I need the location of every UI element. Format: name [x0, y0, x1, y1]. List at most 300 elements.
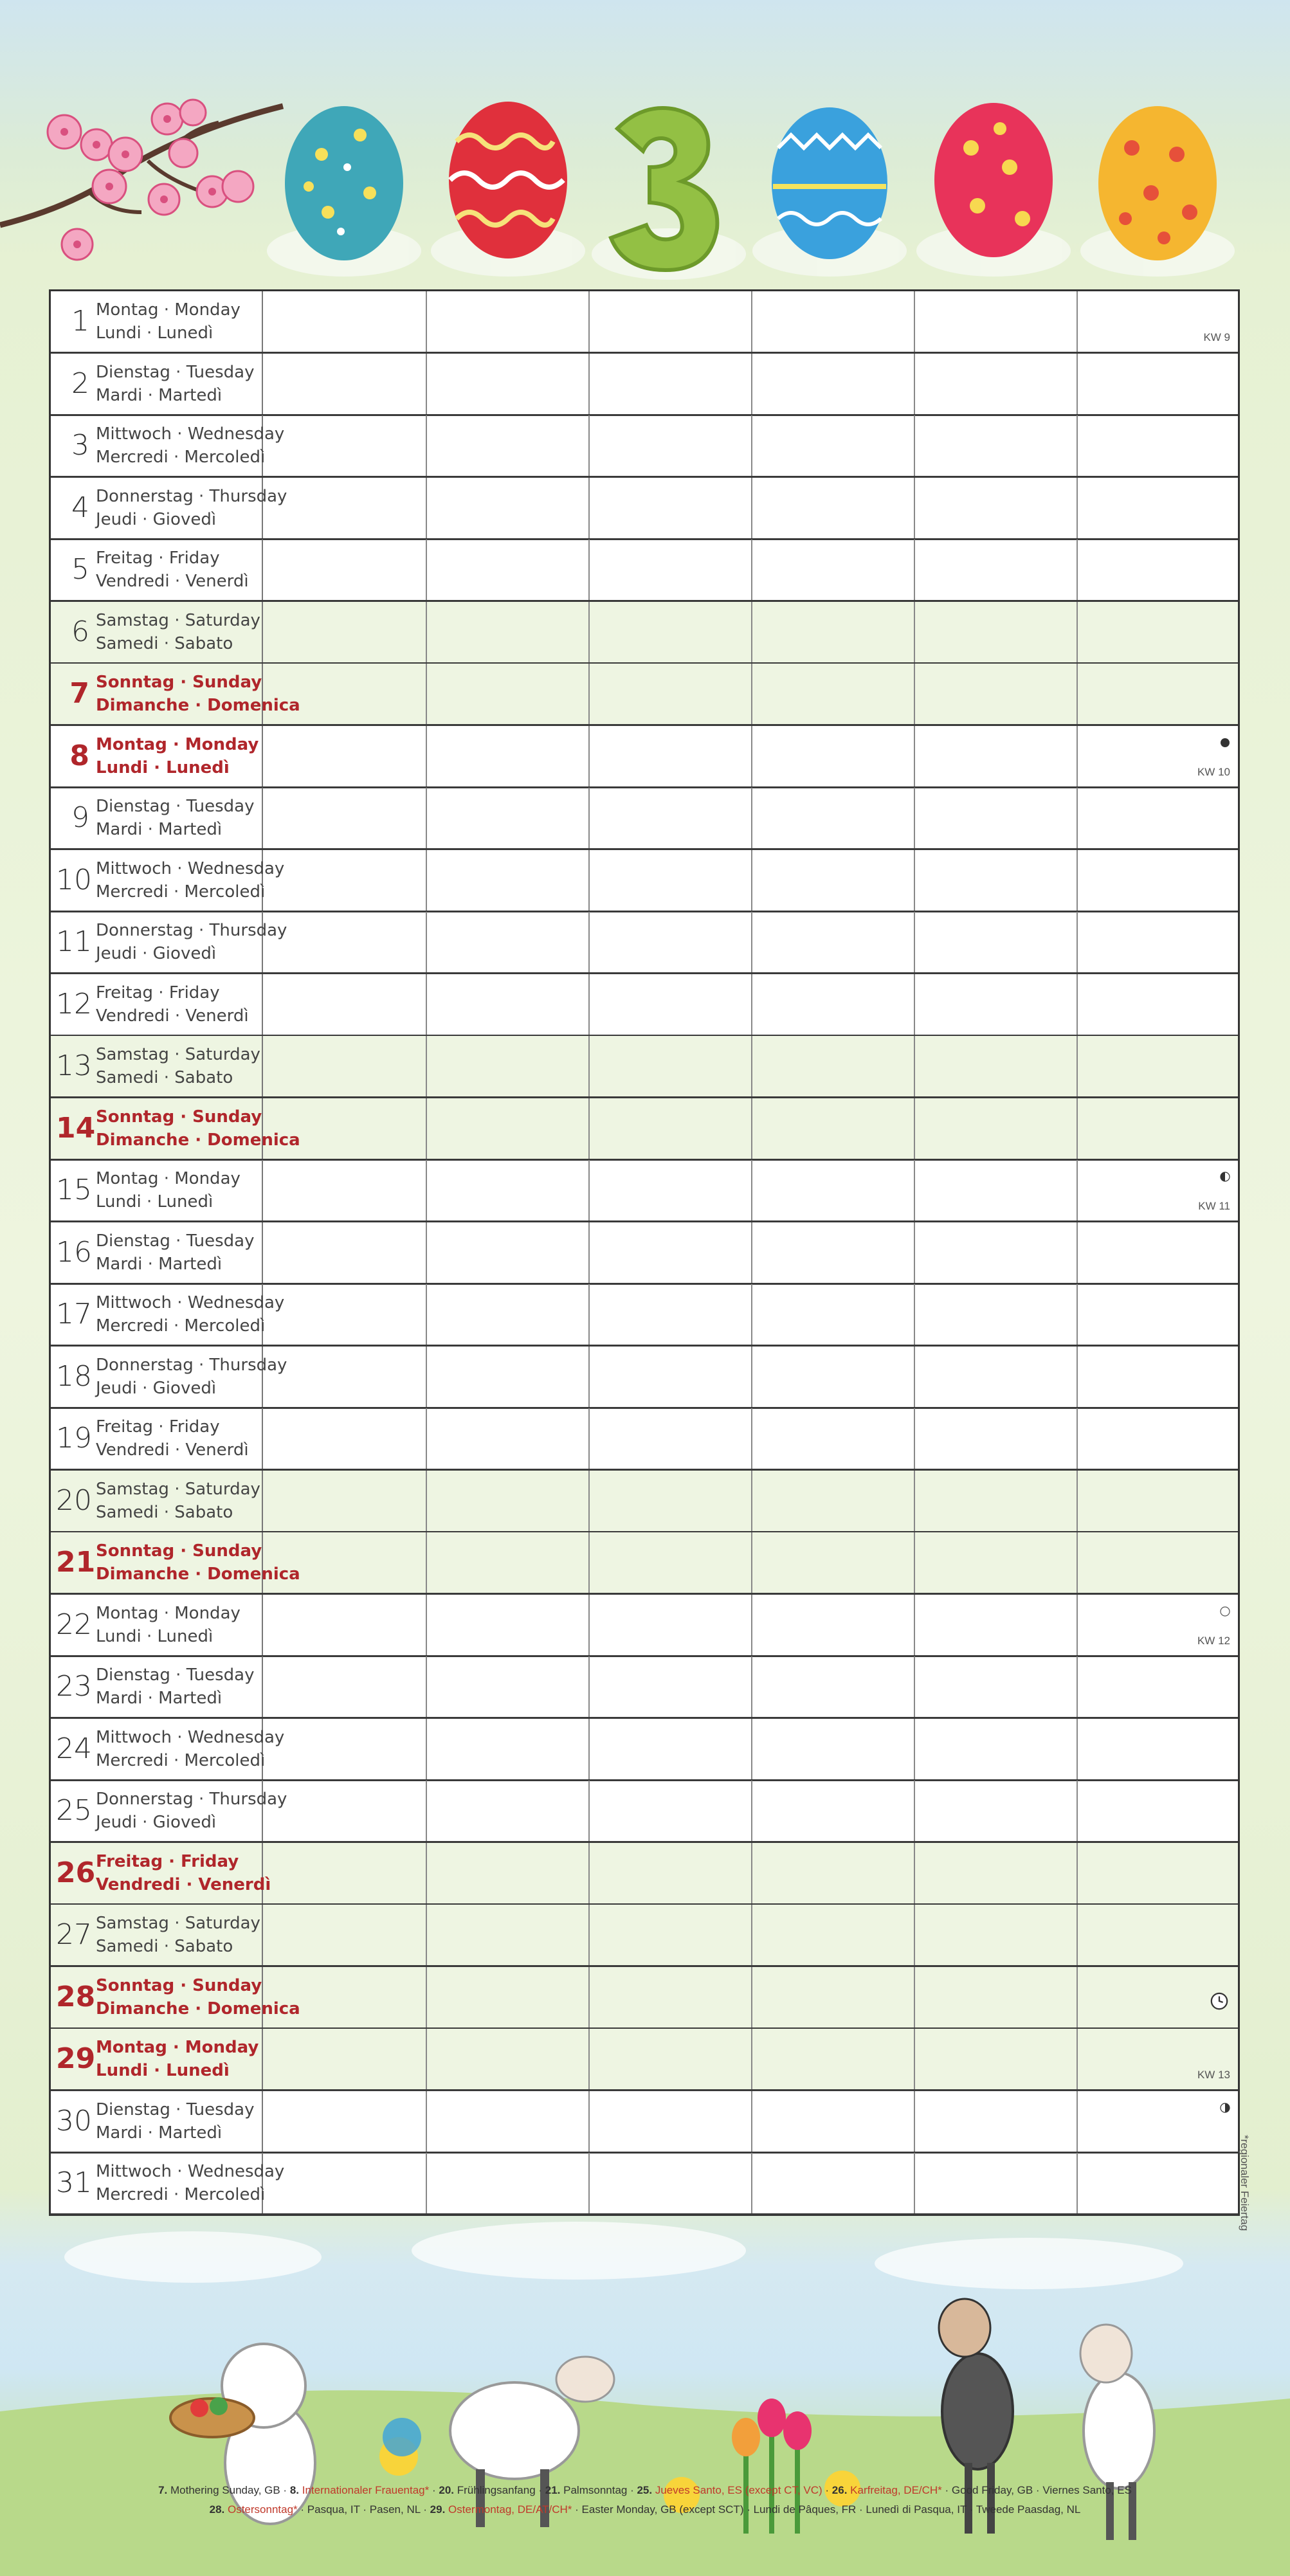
entry-cell[interactable] — [1077, 1905, 1238, 1965]
entry-cell[interactable] — [751, 1905, 914, 1965]
entry-cell[interactable] — [263, 1532, 426, 1593]
day-name-primary: Freitag · Friday — [96, 1851, 239, 1871]
day-number: 9 — [71, 801, 89, 834]
entry-cell[interactable] — [1077, 788, 1238, 848]
day-name-secondary: Samedi · Sabato — [96, 1937, 233, 1956]
date-cell — [51, 912, 287, 972]
day-name-primary: Montag · Monday — [96, 1169, 241, 1188]
entry-cell[interactable] — [1077, 974, 1238, 1035]
entry-cell[interactable] — [751, 1656, 914, 1717]
entry-cell[interactable] — [914, 602, 1077, 662]
day-row — [51, 850, 1238, 912]
note-segment: 7. — [158, 2484, 168, 2496]
entry-cell[interactable] — [588, 1967, 751, 2027]
entry-cell[interactable] — [1077, 850, 1238, 911]
entry-cell[interactable] — [914, 664, 1077, 724]
day-name-primary: Mittwoch · Wednesday — [96, 858, 285, 878]
day-number: 12 — [56, 987, 92, 1020]
entry-cell[interactable] — [426, 2153, 588, 2213]
entry-cell[interactable] — [751, 540, 914, 600]
day-name-primary: Montag · Monday — [96, 2038, 259, 2057]
entry-cell[interactable] — [426, 1471, 588, 1531]
day-row — [51, 1471, 1238, 1533]
day-name-secondary: Mardi · Martedì — [96, 2123, 223, 2143]
entry-cell[interactable] — [426, 850, 588, 911]
entry-cell[interactable] — [751, 291, 914, 352]
entry-cell[interactable] — [914, 1284, 1077, 1345]
day-row — [51, 2029, 1238, 2091]
entry-cell[interactable] — [1077, 1408, 1238, 1469]
entry-cell[interactable] — [751, 1595, 914, 1655]
date-cell — [51, 1036, 263, 1096]
entry-cell[interactable] — [426, 1656, 588, 1717]
date-cell — [51, 1967, 300, 2027]
entry-cell[interactable] — [263, 478, 426, 538]
day-name-secondary: Mardi · Martedì — [96, 1254, 223, 1274]
entry-cell[interactable] — [263, 1284, 426, 1345]
entry-cell[interactable] — [426, 1347, 588, 1407]
day-name-secondary: Samedi · Sabato — [96, 1502, 233, 1522]
entry-cell[interactable] — [914, 1036, 1077, 1096]
entry-cell[interactable] — [751, 354, 914, 414]
entry-cell[interactable] — [1077, 1036, 1238, 1096]
entry-cell[interactable] — [263, 540, 426, 600]
month-number-3-icon — [611, 108, 717, 270]
entry-cell[interactable] — [426, 664, 588, 724]
day-row — [51, 1843, 1238, 1905]
day-name-secondary: Lundi · Lunedì — [96, 1192, 213, 1211]
day-name-secondary: Dimanche · Domenica — [96, 696, 300, 715]
entry-cell[interactable] — [263, 1471, 426, 1531]
day-row — [51, 1967, 1238, 2029]
entry-cell[interactable] — [751, 1347, 914, 1407]
entry-cell[interactable] — [914, 1905, 1077, 1965]
day-row — [51, 1905, 1238, 1967]
entry-cell[interactable] — [263, 1967, 426, 2027]
entry-cell[interactable] — [588, 912, 751, 972]
entry-cell[interactable] — [263, 912, 426, 972]
entry-cell[interactable] — [1077, 1532, 1238, 1593]
entry-cell[interactable] — [263, 2091, 426, 2152]
day-name-secondary: Mercredi · Mercoledì — [96, 2185, 266, 2204]
entry-cell[interactable] — [751, 1471, 914, 1531]
entry-cell[interactable] — [588, 1222, 751, 1283]
entry-cell[interactable] — [914, 1347, 1077, 1407]
entry-cell[interactable] — [914, 1967, 1077, 2027]
note-segment: · Good Friday, GB · Viernes Santo, ES — [941, 2484, 1132, 2496]
entry-cell[interactable] — [263, 1843, 426, 1903]
entry-cell[interactable] — [914, 291, 1077, 352]
full-moon-icon — [1220, 1606, 1230, 1617]
day-name-secondary: Mercredi · Mercoledì — [96, 1316, 266, 1336]
entry-cell[interactable] — [751, 788, 914, 848]
entry-cell[interactable] — [588, 1036, 751, 1096]
entry-cell[interactable] — [914, 540, 1077, 600]
note-segment: Internationaler Frauentag* — [299, 2484, 430, 2496]
entry-cell[interactable] — [588, 850, 751, 911]
entry-cell[interactable] — [914, 1222, 1077, 1283]
entry-cell[interactable] — [588, 1471, 751, 1531]
entry-cell[interactable] — [1077, 1471, 1238, 1531]
note-segment: 21. — [545, 2484, 561, 2496]
clock-moon-icon — [1210, 1991, 1229, 2011]
entry-cell[interactable] — [751, 478, 914, 538]
entry-cell[interactable] — [1077, 664, 1238, 724]
entry-cell[interactable] — [914, 850, 1077, 911]
entry-cell[interactable] — [1077, 478, 1238, 538]
date-cell — [51, 291, 263, 352]
entry-cell[interactable] — [1077, 1656, 1238, 1717]
entry-cell[interactable] — [426, 1222, 588, 1283]
day-name-secondary: Mardi · Martedì — [96, 1689, 223, 1708]
note-segment: Karfreitag, DE/CH* — [847, 2484, 942, 2496]
entry-cell[interactable] — [914, 1471, 1077, 1531]
day-name-primary: Samstag · Saturday — [96, 1045, 260, 1064]
entry-cell[interactable] — [1077, 354, 1238, 414]
entry-cell[interactable] — [263, 1905, 426, 1965]
entry-cell[interactable] — [426, 478, 588, 538]
note-segment: · — [822, 2484, 832, 2496]
date-cell — [51, 1098, 300, 1159]
entry-cell[interactable] — [1077, 1781, 1238, 1841]
day-name-secondary: Jeudi · Giovedì — [96, 1813, 217, 1832]
day-name-primary: Donnerstag · Thursday — [96, 1790, 287, 1809]
day-number: 21 — [56, 1546, 96, 1579]
entry-cell[interactable] — [914, 726, 1077, 786]
entry-cell[interactable] — [914, 1719, 1077, 1779]
entry-cell[interactable] — [426, 1905, 588, 1965]
entry-cell[interactable] — [263, 1719, 426, 1779]
entry-cell[interactable] — [914, 1843, 1077, 1903]
entry-cell[interactable] — [426, 974, 588, 1035]
entry-cell[interactable] — [914, 788, 1077, 848]
entry-cell[interactable] — [426, 602, 588, 662]
day-name-primary: Samstag · Saturday — [96, 1914, 260, 1933]
entry-cell[interactable] — [588, 1160, 751, 1220]
entry-cell[interactable] — [751, 2153, 914, 2213]
entry-cell[interactable] — [914, 354, 1077, 414]
entry-cell[interactable] — [588, 2029, 751, 2089]
entry-cell[interactable] — [588, 974, 751, 1035]
entry-cell[interactable] — [1077, 1284, 1238, 1345]
note-segment: 28. — [209, 2503, 225, 2516]
entry-cell[interactable] — [263, 1160, 426, 1220]
entry-cell[interactable] — [588, 1719, 751, 1779]
note-segment: Frühlingsanfang · — [454, 2484, 545, 2496]
entry-cell[interactable] — [588, 2091, 751, 2152]
entry-cell[interactable] — [1077, 540, 1238, 600]
day-name-primary: Montag · Monday — [96, 1603, 241, 1623]
entry-cell[interactable] — [426, 2029, 588, 2089]
day-row — [51, 1284, 1238, 1347]
date-cell — [51, 2029, 263, 2089]
holiday-notes — [0, 2481, 1290, 2519]
day-name-secondary: Vendredi · Venerdì — [96, 572, 249, 591]
day-row — [51, 1408, 1238, 1471]
calendar-week-label: KW 12 — [1197, 1634, 1230, 1647]
date-cell — [51, 540, 263, 600]
day-name-secondary: Lundi · Lunedì — [96, 323, 213, 343]
day-name-primary: Donnerstag · Thursday — [96, 486, 287, 506]
egg-yellow-icon — [1098, 106, 1217, 260]
entry-cell[interactable] — [426, 726, 588, 786]
day-name-primary: Sonntag · Sunday — [96, 1541, 262, 1561]
cherry-blossom-branch-icon — [0, 100, 283, 260]
entry-cell[interactable] — [751, 912, 914, 972]
day-row — [51, 291, 1238, 354]
entry-cell[interactable] — [588, 1595, 751, 1655]
date-cell — [51, 478, 287, 538]
entry-cell[interactable] — [751, 850, 914, 911]
day-name-primary: Dienstag · Tuesday — [96, 362, 255, 382]
egg-teal-icon — [285, 106, 403, 260]
entry-cell[interactable] — [1077, 415, 1238, 476]
entry-cell[interactable] — [914, 1532, 1077, 1593]
day-name-secondary: Samedi · Sabato — [96, 1068, 233, 1087]
calendar-week-label: KW 9 — [1203, 331, 1230, 343]
entry-cell[interactable] — [1077, 1719, 1238, 1779]
day-name-primary: Samstag · Saturday — [96, 610, 260, 630]
day-row — [51, 1036, 1238, 1098]
entry-cell[interactable] — [426, 1408, 588, 1469]
entry-cell[interactable] — [263, 291, 426, 352]
entry-cell[interactable] — [588, 726, 751, 786]
date-cell — [51, 1284, 285, 1345]
entry-cell[interactable] — [588, 664, 751, 724]
date-cell — [51, 726, 263, 786]
note-segment: Palmsonntag · — [560, 2484, 637, 2496]
entry-cell[interactable] — [588, 1656, 751, 1717]
day-number: 25 — [56, 1794, 92, 1827]
day-name-primary: Mittwoch · Wednesday — [96, 424, 285, 444]
entry-cell[interactable] — [426, 1719, 588, 1779]
entry-cell[interactable] — [263, 1656, 426, 1717]
entry-cell[interactable] — [914, 415, 1077, 476]
entry-cell[interactable] — [263, 1036, 426, 1096]
entry-cell[interactable] — [1077, 912, 1238, 972]
day-row — [51, 1656, 1238, 1719]
entry-cell[interactable] — [751, 1719, 914, 1779]
entry-cell[interactable] — [426, 1098, 588, 1159]
entry-cell[interactable] — [914, 2029, 1077, 2089]
entry-cell[interactable] — [751, 1098, 914, 1159]
entry-cell[interactable] — [263, 664, 426, 724]
entry-cell[interactable] — [751, 2029, 914, 2089]
entry-cell[interactable] — [914, 1160, 1077, 1220]
entry-cell[interactable] — [263, 2029, 426, 2089]
entry-cell[interactable] — [751, 1160, 914, 1220]
entry-cell[interactable] — [751, 1532, 914, 1593]
entry-cell[interactable] — [426, 1843, 588, 1903]
entry-cell[interactable] — [263, 1098, 426, 1159]
entry-cell[interactable] — [588, 1098, 751, 1159]
entry-cell[interactable] — [426, 291, 588, 352]
day-name-secondary: Dimanche · Domenica — [96, 1999, 300, 2018]
entry-cell[interactable] — [914, 1656, 1077, 1717]
entry-cell[interactable] — [588, 415, 751, 476]
entry-cell[interactable] — [751, 602, 914, 662]
entry-cell[interactable] — [751, 1843, 914, 1903]
entry-cell[interactable] — [426, 1160, 588, 1220]
entry-cell[interactable] — [263, 2153, 426, 2213]
entry-cell[interactable] — [914, 1781, 1077, 1841]
note-segment: · Easter Monday, GB (except SCT) · Lundi de Pâques, FR · Lunedì di Pasqua, IT · Tweede Paasdag, NL — [572, 2503, 1081, 2516]
date-cell — [51, 788, 263, 848]
entry-cell[interactable] — [426, 540, 588, 600]
first-moon-icon — [1220, 1172, 1230, 1182]
day-number: 14 — [56, 1111, 96, 1145]
day-name-primary: Dienstag · Tuesday — [96, 2100, 255, 2119]
footer-illustration — [0, 2218, 1290, 2576]
calendar-week-label: KW 11 — [1198, 1200, 1230, 1212]
entry-cell[interactable] — [263, 1595, 426, 1655]
entry-cell[interactable] — [588, 1905, 751, 1965]
entry-cell[interactable] — [751, 1408, 914, 1469]
entry-cell[interactable] — [914, 2091, 1077, 2152]
entry-cell[interactable] — [751, 726, 914, 786]
entry-cell[interactable] — [263, 726, 426, 786]
day-row — [51, 415, 1238, 478]
day-row — [51, 1222, 1238, 1285]
calendar-grid — [49, 289, 1240, 2216]
entry-cell[interactable] — [751, 1222, 914, 1283]
entry-cell[interactable] — [588, 1532, 751, 1593]
entry-cell[interactable] — [426, 912, 588, 972]
date-cell — [51, 850, 285, 911]
entry-cell[interactable] — [588, 1284, 751, 1345]
day-number: 8 — [69, 739, 89, 772]
egg-blue-icon — [772, 107, 887, 259]
note-segment: 25. — [637, 2484, 653, 2496]
entry-cell[interactable] — [588, 1347, 751, 1407]
day-number: 29 — [56, 2042, 96, 2075]
entry-cell[interactable] — [426, 415, 588, 476]
day-number: 18 — [56, 1359, 92, 1393]
entry-cell[interactable] — [263, 354, 426, 414]
entry-cell[interactable] — [588, 1781, 751, 1841]
entry-cell[interactable] — [1077, 1222, 1238, 1283]
day-row — [51, 1719, 1238, 1781]
entry-cell[interactable] — [751, 1036, 914, 1096]
entry-cell[interactable] — [263, 974, 426, 1035]
entry-cell[interactable] — [263, 1408, 426, 1469]
entry-cell[interactable] — [914, 974, 1077, 1035]
entry-cell[interactable] — [426, 1532, 588, 1593]
day-row — [51, 1595, 1238, 1657]
day-name-secondary: Mardi · Martedì — [96, 385, 223, 405]
day-name-primary: Samstag · Saturday — [96, 1479, 260, 1499]
day-name-secondary: Lundi · Lunedì — [96, 1626, 213, 1646]
entry-cell[interactable] — [751, 974, 914, 1035]
entry-cell[interactable] — [588, 354, 751, 414]
day-name-secondary: Jeudi · Giovedì — [96, 509, 217, 529]
entry-cell[interactable] — [588, 478, 751, 538]
date-cell — [51, 1843, 271, 1903]
entry-cell[interactable] — [1077, 1843, 1238, 1903]
entry-cell[interactable] — [751, 1967, 914, 2027]
note-segment: Ostersonntag* — [224, 2503, 298, 2516]
entry-cell[interactable] — [263, 602, 426, 662]
entry-cell[interactable] — [1077, 1347, 1238, 1407]
entry-cell[interactable] — [426, 788, 588, 848]
entry-cell[interactable] — [588, 1408, 751, 1469]
entry-cell[interactable] — [588, 1843, 751, 1903]
entry-cell[interactable] — [914, 912, 1077, 972]
day-name-secondary: Mercredi · Mercoledì — [96, 882, 266, 902]
date-cell — [51, 1905, 263, 1965]
date-cell — [51, 602, 263, 662]
day-name-secondary: Mercredi · Mercoledì — [96, 448, 266, 467]
entry-cell[interactable] — [1077, 602, 1238, 662]
day-number: 1 — [71, 305, 89, 338]
day-name-primary: Montag · Monday — [96, 734, 259, 754]
entry-cell[interactable] — [751, 1781, 914, 1841]
entry-cell[interactable] — [263, 1347, 426, 1407]
new-moon-icon — [1220, 738, 1230, 748]
entry-cell[interactable] — [588, 540, 751, 600]
entry-cell[interactable] — [914, 1098, 1077, 1159]
day-number: 27 — [56, 1918, 92, 1951]
entry-cell[interactable] — [914, 478, 1077, 538]
entry-cell[interactable] — [263, 1781, 426, 1841]
day-name-secondary: Vendredi · Venerdì — [96, 1440, 249, 1460]
entry-cell[interactable] — [1077, 2091, 1238, 2152]
entry-cell[interactable] — [426, 354, 588, 414]
entry-cell[interactable] — [588, 602, 751, 662]
day-name-secondary: Lundi · Lunedì — [96, 2061, 230, 2080]
entry-cell[interactable] — [1077, 1098, 1238, 1159]
entry-cell[interactable] — [426, 1036, 588, 1096]
entry-cell[interactable] — [426, 1284, 588, 1345]
calendar-week-label: KW 10 — [1197, 765, 1230, 778]
entry-cell[interactable] — [263, 850, 426, 911]
entry-cell[interactable] — [751, 1284, 914, 1345]
day-row — [51, 2153, 1238, 2215]
date-cell — [51, 2091, 263, 2152]
entry-cell[interactable] — [426, 2091, 588, 2152]
entry-cell[interactable] — [1077, 2153, 1238, 2213]
date-cell — [51, 2153, 285, 2213]
egg-red-icon — [449, 102, 567, 259]
entry-cell[interactable] — [588, 291, 751, 352]
egg-pink-icon — [934, 103, 1053, 257]
entry-cell[interactable] — [263, 788, 426, 848]
entry-cell[interactable] — [263, 1222, 426, 1283]
day-name-primary: Freitag · Friday — [96, 983, 220, 1002]
entry-cell[interactable] — [914, 1408, 1077, 1469]
day-row — [51, 912, 1238, 974]
day-row — [51, 788, 1238, 850]
day-name-secondary: Vendredi · Venerdì — [96, 1006, 249, 1026]
day-number: 26 — [56, 1856, 96, 1889]
day-name-secondary: Lundi · Lunedì — [96, 757, 230, 777]
entry-cell[interactable] — [426, 1781, 588, 1841]
day-row — [51, 726, 1238, 788]
entry-cell[interactable] — [588, 788, 751, 848]
entry-cell[interactable] — [914, 2153, 1077, 2213]
entry-cell[interactable] — [751, 664, 914, 724]
day-number: 16 — [56, 1235, 92, 1269]
entry-cell[interactable] — [914, 1595, 1077, 1655]
entry-cell[interactable] — [426, 1967, 588, 2027]
entry-cell[interactable] — [751, 415, 914, 476]
entry-cell[interactable] — [263, 415, 426, 476]
day-number: 3 — [71, 429, 89, 462]
entry-cell[interactable] — [426, 1595, 588, 1655]
entry-cell[interactable] — [588, 2153, 751, 2213]
day-row — [51, 540, 1238, 602]
entry-cell[interactable] — [751, 2091, 914, 2152]
